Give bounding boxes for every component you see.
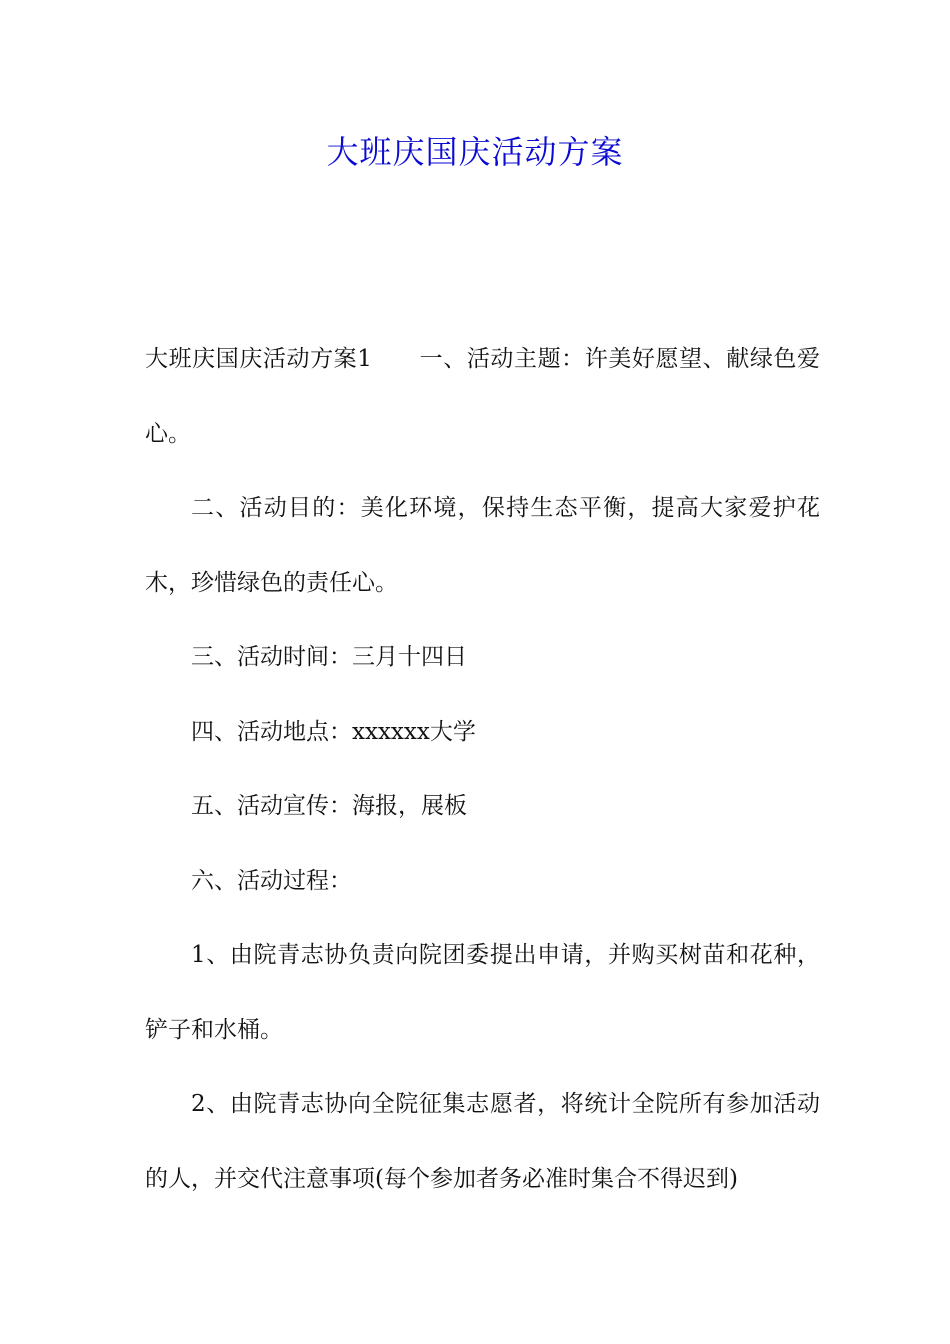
paragraph-promotion: 五、活动宣传：海报，展板 — [191, 793, 467, 819]
paragraph-step-2: 2、由院青志协向全院征集志愿者，将统计全院所有参加活动的人，并交代注意事项(每个参加者务必准时集合不得迟到) — [145, 1091, 820, 1192]
paragraph-location: 四、活动地点：xxxxxx大学 — [191, 718, 476, 745]
document-title: 大班庆国庆活动方案 — [326, 133, 624, 171]
paragraph-step-1: 1、由院青志协负责向院团委提出申请，并购买树苗和花种，铲子和水桶。 — [145, 942, 820, 1043]
paragraph-process-heading: 六、活动过程： — [191, 867, 352, 894]
paragraph-purpose: 二、活动目的：美化环境，保持生态平衡，提高大家爱护花木，珍惜绿色的责任心。 — [145, 495, 820, 596]
paragraph-intro-theme: 大班庆国庆活动方案1 一、活动主题：许美好愿望、献绿色爱心。 — [145, 346, 820, 447]
document-body — [145, 322, 820, 1216]
paragraph-time: 三、活动时间：三月十四日 — [191, 644, 467, 670]
